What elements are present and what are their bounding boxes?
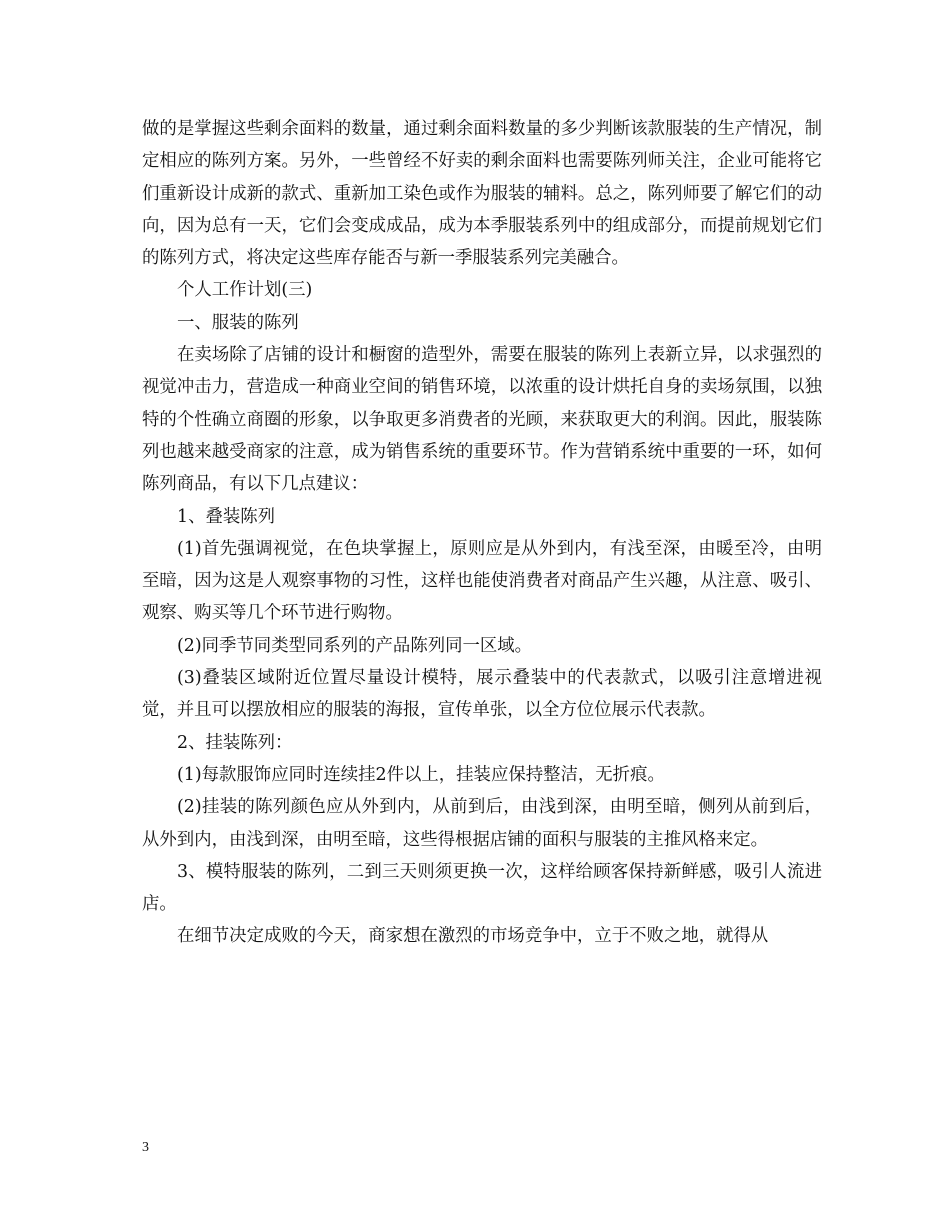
section-title: 个人工作计划(三) [177, 280, 313, 301]
heading-folded-display: 1、叠装陈列 [177, 506, 276, 527]
page-number: 3 [142, 1140, 149, 1155]
paragraph-folded-item-3: (3)叠装区域附近位置尽量设计模特，展示叠装中的代表款式，以吸引注意增进视觉，并且可以摆放相应的服装的海报，宣传单张，以全方位位展示代表款。 [142, 668, 822, 721]
paragraph-continuation: 做的是掌握这些剩余面料的数量，通过剩余面料数量的多少判断该款服装的生产情况，制定相应的陈列方案。另外，一些曾经不好卖的剩余面料也需要陈列师关注，企业可能将它们重新设计成新的款式、重新加工染色或作为服装的辅料。总之，陈列师要了解它们的动向，因为总有一天，它们会变成成品，成为本季服装系列中的组成部分，而提前规划它们的陈列方式，将决定这些库存能否与新一季服装系列完美融合。 [142, 119, 822, 269]
document-body [142, 113, 822, 953]
paragraph-hanging-item-1: (1)每款服饰应同时连续挂2件以上，挂装应保持整洁，无折痕。 [177, 764, 665, 785]
paragraph-folded-item-2: (2)同季节同类型同系列的产品陈列同一区域。 [177, 635, 533, 656]
heading-hanging-display: 2、挂装陈列： [177, 732, 293, 753]
paragraph-folded-item-1: (1)首先强调视觉，在色块掌握上，原则应是从外到内，有浅至深，由暖至冷，由明至暗，因为这是人观察事物的习性，这样也能使消费者对商品产生兴趣，从注意、吸引、观察、购买等几个环节进行购物。 [142, 538, 822, 624]
paragraph-model-display: 3、模特服装的陈列，二到三天则须更换一次，这样给顾客保持新鲜感，吸引人流进店。 [142, 861, 822, 915]
paragraph-closing: 在细节决定成败的今天，商家想在激烈的市场竞争中，立于不败之地，就得从 [177, 926, 769, 947]
paragraph-hanging-item-2: (2)挂装的陈列颜色应从外到内，从前到后，由浅到深，由明至暗，侧列从前到后，从外到内，由浅到深，由明至暗，这些得根据店铺的面积与服装的主推风格来定。 [142, 797, 822, 850]
heading-clothing-display: 一、服装的陈列 [177, 312, 299, 333]
paragraph-intro: 在卖场除了店铺的设计和橱窗的造型外，需要在服装的陈列上表新立异，以求强烈的视觉冲击力，营造成一种商业空间的销售环境，以浓重的设计烘托自身的卖场氛围，以独特的个性确立商圈的形象，以争取更多消费者的光顾，来获取更大的利润。因此，服装陈列也越来越受商家的注意，成为销售系统的重要环节。作为营销系统中重要的一环，如何陈列商品，有以下几点建议： [142, 345, 822, 495]
